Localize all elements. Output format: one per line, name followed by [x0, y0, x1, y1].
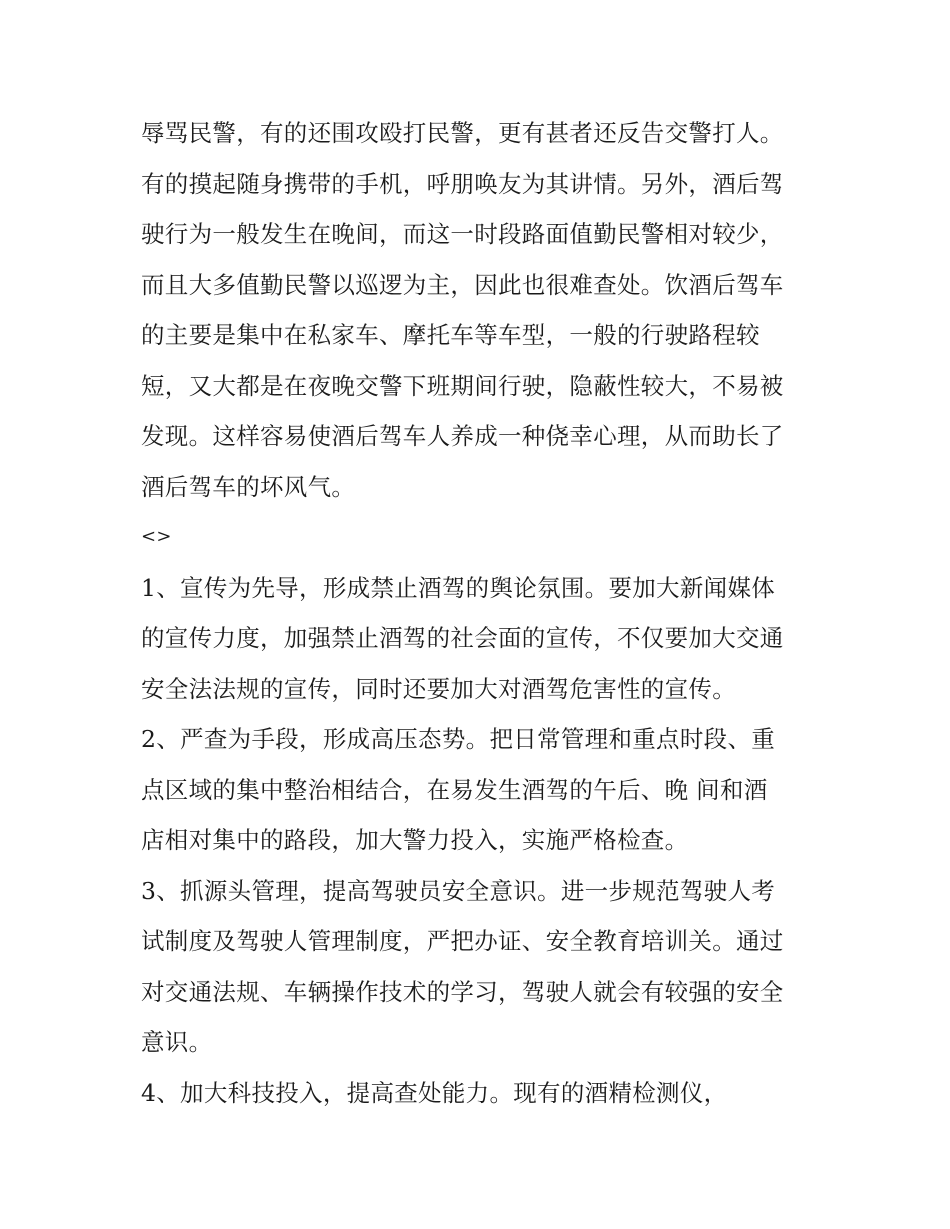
list-item-2-line: 店相对集中的路段，加大警力投入，实施严格检查。: [141, 826, 689, 854]
list-item-1-line: 1、宣传为先导，形成禁止酒驾的舆论氛围。要加大新闻媒体: [141, 573, 776, 602]
paragraph-line: 短，又大都是在夜晚交警下班期间行驶，隐蔽性较大，不易被: [141, 371, 784, 400]
document-page: [141, 108, 821, 1118]
paragraph-line: 的主要是集中在私家车、摩托车等车型，一般的行驶路程较: [141, 321, 760, 349]
list-item-4-line: 4、加大科技投入，提高查处能力。现有的酒精检测仪，: [141, 1078, 728, 1107]
list-item-3-line: 试制度及驾驶人管理制度，严把办证、安全教育培训关。通过: [141, 927, 784, 955]
list-item-3-line: 对交通法规、车辆操作技术的学习，驾驶人就会有较强的安全: [141, 977, 784, 1006]
list-item-2-line: 点区域的集中整治相结合，在易发生酒驾的午后、晚 间和酒: [141, 775, 768, 804]
paragraph-line: 有的摸起随身携带的手机，呼朋唤友为其讲情。另外，酒后驾: [141, 169, 784, 198]
list-item-2-line: 2、严查为手段，形成高压态势。把日常管理和重点时段、重: [141, 725, 776, 753]
paragraph-line: 驶行为一般发生在晚间，而这一时段路面值勤民警相对较少，: [141, 220, 784, 248]
section-marker: <>: [141, 526, 172, 547]
paragraph-line: 而且大多值勤民警以巡逻为主，因此也很难查处。饮酒后驾车: [141, 270, 784, 299]
list-item-3-line: 3、抓源头管理，提高驾驶员安全意识。进一步规范驾驶人考: [141, 876, 776, 905]
list-item-1-line: 的宣传力度，加强禁止酒驾的社会面的宣传，不仅要加大交通: [141, 624, 784, 652]
list-item-1-line: 安全法法规的宣传，同时还要加大对酒驾危害性的宣传。: [141, 674, 736, 703]
paragraph-line: 辱骂民警，有的还围攻殴打民警，更有甚者还反告交警打人。: [141, 119, 784, 147]
paragraph-line: 酒后驾车的坏风气。: [141, 472, 356, 501]
paragraph-line: 发现。这样容易使酒后驾车人养成一种侥幸心理，从而助长了: [141, 422, 784, 450]
list-item-3-line: 意识。: [141, 1028, 213, 1056]
